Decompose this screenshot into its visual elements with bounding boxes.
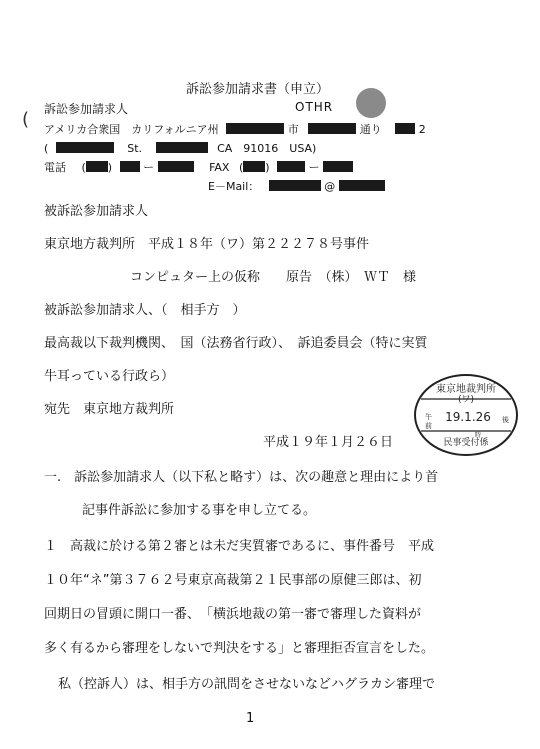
phone-label: 電話 xyxy=(44,161,66,174)
email-line xyxy=(208,180,385,192)
reception-stamp xyxy=(413,373,519,457)
redaction-block xyxy=(243,161,265,172)
page-number: 1 xyxy=(246,711,255,726)
redaction-block xyxy=(156,142,208,153)
body-line: 記事件訴訟に参加する事を申し立てる。 xyxy=(82,503,317,518)
redaction-block xyxy=(86,161,108,172)
document-title: 訴訟参加請求書（申立） xyxy=(186,82,330,97)
stamp-small-2: 前 xyxy=(425,422,432,430)
redaction-block xyxy=(323,161,353,172)
phone-fax-line: 電話 ( ) ー FAX ( ) ー xyxy=(44,161,353,173)
address-open-paren: ( xyxy=(44,142,49,155)
email-at: @ xyxy=(324,180,336,193)
applicant-code: OTHR xyxy=(295,100,334,114)
body-line: 私（控訴人）は、相手方の訊問をさせないなどハグラカシ審理で xyxy=(58,677,436,692)
redaction-dot xyxy=(356,88,386,118)
address-prefix: アメリカ合衆国 カリフォルニア州 xyxy=(44,123,219,136)
redaction-block xyxy=(120,161,140,172)
redaction-block xyxy=(308,123,356,134)
fax-label: FAX xyxy=(209,161,230,174)
court-line-2: 牛耳っている行政ら） xyxy=(44,369,175,384)
house-number: 2 xyxy=(418,123,426,136)
document-date: 平成１９年１月２６日 xyxy=(263,435,394,450)
redaction-block xyxy=(269,180,321,191)
phone-dash: ー xyxy=(143,161,155,174)
street-abbr: St. xyxy=(127,142,143,155)
party-line: 被訴訟参加請求人、（ 相手方 ） xyxy=(44,303,246,318)
address-line-2 xyxy=(44,142,316,154)
stamp-small-1: 午 xyxy=(425,413,432,421)
fax-dash: ー xyxy=(308,161,320,174)
stamp-date: 19.1.26 xyxy=(445,410,491,424)
body-line: １０年“ネ”第３７６２号東京高裁第２１民事部の原健三郎は、初 xyxy=(44,573,422,588)
body-line: 一. 訴訟参加請求人（以下私と略す）は、次の趣意と理由により首 xyxy=(44,470,439,485)
body-line: １ 高裁に於ける第２審とは未だ実質審であるに、事件番号 平成 xyxy=(44,539,435,554)
body-line: 回期日の冒頭に開口一番、 「横浜地裁の第一審で審理した資料が xyxy=(44,607,422,622)
stamp-small-3: 後 xyxy=(502,416,509,424)
address-line-1 xyxy=(44,123,426,135)
stamp-small-4: 時 xyxy=(475,432,482,439)
address-tail: CA 91016 USA) xyxy=(217,142,317,155)
stamp-office: 民事受付係 xyxy=(443,438,489,448)
redaction-block xyxy=(158,161,194,172)
redaction-block xyxy=(56,142,114,153)
margin-mark: ( xyxy=(22,109,30,130)
street-suffix: 通り xyxy=(359,123,382,136)
city-suffix: 市 xyxy=(287,123,299,136)
court-line-1: 最高裁以下裁判機関、 国（法務省行政）、 訴追委員会（特に実質 xyxy=(44,336,428,351)
email-label: E－Mail： xyxy=(208,180,260,193)
case-line: 東京地方裁判所 平成１８年（ワ）第２２２７８号事件 xyxy=(44,237,370,252)
redaction-block xyxy=(339,180,385,191)
applicant-label: 訴訟参加請求人 xyxy=(44,102,129,116)
pseudonym-line: コンピュター上の仮称 原告 （株） ＷＴ 様 xyxy=(130,270,417,285)
respondent-heading: 被訴訟参加請求人 xyxy=(44,204,149,219)
redaction-block xyxy=(226,123,284,134)
redaction-block xyxy=(395,123,415,134)
redaction-block xyxy=(277,161,305,172)
body-line: 多く有るから審理をしないで判決をする」と審理拒否宣言をした。 xyxy=(44,641,435,656)
stamp-court: 東京地裁判所 xyxy=(436,384,496,395)
addressee: 宛先 東京地方裁判所 xyxy=(44,402,175,417)
stamp-case-code: (ワ) xyxy=(457,395,475,405)
